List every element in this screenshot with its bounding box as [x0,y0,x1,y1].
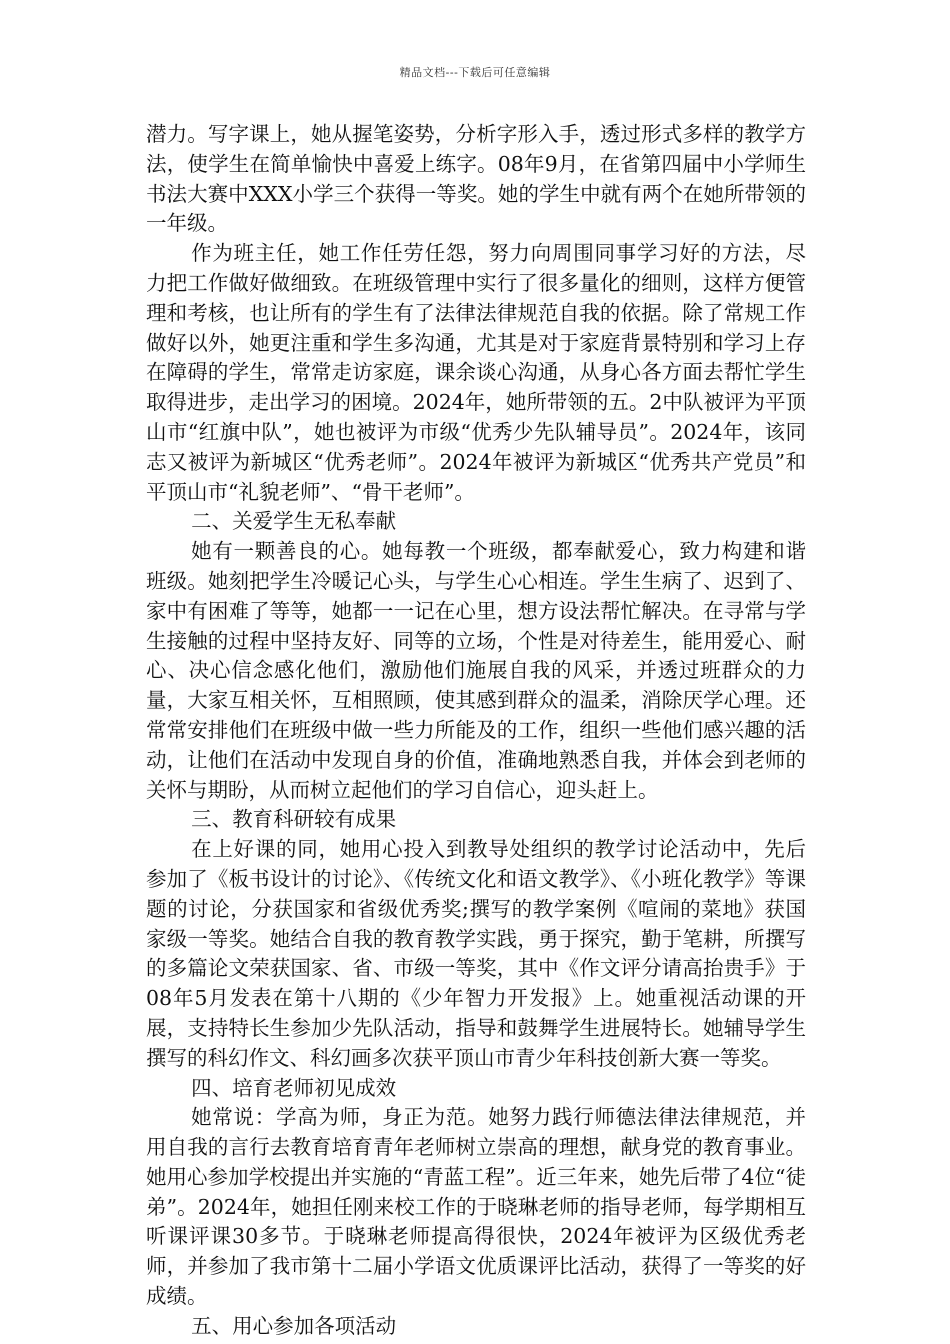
section-heading-5: 五、用心参加各项活动 [191,1313,397,1338]
paragraph-continuation: 潜力。写字课上，她从握笔姿势，分析字形入手，透过形式多样的教学方法，使学生在简单愉快中喜爱上练字。08年9月，在省第四届中小学师生书法大赛中XXX小学三个获得一等奖。她的学生中就有两个在她所带领的一年级。 [146,122,806,236]
section-heading-2: 二、关爱学生无私奉献 [191,509,397,534]
document-body [146,120,806,1342]
paragraph-caring-students: 她有一颗善良的心。她每教一个班级，都奉献爱心，致力构建和谐班级。她刻把学生冷暖记心头，与学生心心相连。学生生病了、迟到了、家中有困难了等等，她都一一记在心里，想方设法帮忙解决。在寻常与学生接触的过程中坚持友好、同等的立场，个性是对待差生，能用爱心、耐心、决心信念感化他们，激励他们施展自我的风采，并透过班群众的力量，大家互相关怀，互相照顾，使其感到群众的温柔，消除厌学心理。还常常安排他们在班级中做一些力所能及的工作，组织一些他们感兴趣的活动，让他们在活动中发现自身的价值，准确地熟悉自我，并体会到老师的关怀与期盼，从而树立起他们的学习自信心，迎头赶上。 [146,539,806,802]
section-heading-4: 四、培育老师初见成效 [191,1075,397,1100]
page-header: 精品文档---下载后可任意编辑 [399,66,551,79]
paragraph-research: 在上好课的同，她用心投入到教导处组织的教学讨论活动中，先后参加了《板书设计的讨论》、《传统文化和语文教学》、《小班化教学》等课题的讨论，分获国家和省级优秀奖;撰写的教学案例《喧闹的菜地》获国家级一等奖。她结合自我的教育教学实践，勇于探究，勤于笔耕，所撰写的多篇论文荣获国家、省、市级一等奖，其中《作文评分请高抬贵手》于08年5月发表在第十八期的《少年智力开发报》上。她重视活动课的开展，支持特长生参加少先队活动，指导和鼓舞学生进展特长。她辅导学生撰写的科幻作文、科幻画多次获平顶山市青少年科技创新大赛一等奖。 [146,837,806,1070]
paragraph-mentoring: 她常说：学高为师，身正为范。她努力践行师德法律法律规范，并用自我的言行去教育培育青年老师树立崇高的理想，献身党的教育事业。她用心参加学校提出并实施的“青蓝工程”。近三年来，她先后带了4位“徒弟”。2024年，她担任刚来校工作的于晓琳老师的指导老师，每学期相互听课评课30多节。于晓琳老师提高得很快，2024年被评为区级优秀老师，并参加了我市第十二届小学语文优质课评比活动，获得了一等奖的好成绩。 [146,1105,806,1309]
section-heading-3: 三、教育科研较有成果 [191,807,397,832]
paragraph-class-teacher: 作为班主任，她工作任劳任怨，努力向周围同事学习好的方法，尽力把工作做好做细致。在班级管理中实行了很多量化的细则，这样方便管理和考核，也让所有的学生有了法律法律规范自我的依据。除了常规工作做好以外，她更注重和学生多沟通，尤其是对于家庭背景特别和学习上存在障碍的学生，常常走访家庭，课余谈心沟通，从身心各方面去帮忙学生取得进步，走出学习的困境。2024年，她所带领的五。2中队被评为平顶山市“红旗中队”，她也被评为市级“优秀少先队辅导员”。2024年，该同志又被评为新城区“优秀老师”。2024年被评为新城区“优秀共产党员”和平顶山市“礼貌老师”、“骨干老师”。 [146,241,806,504]
